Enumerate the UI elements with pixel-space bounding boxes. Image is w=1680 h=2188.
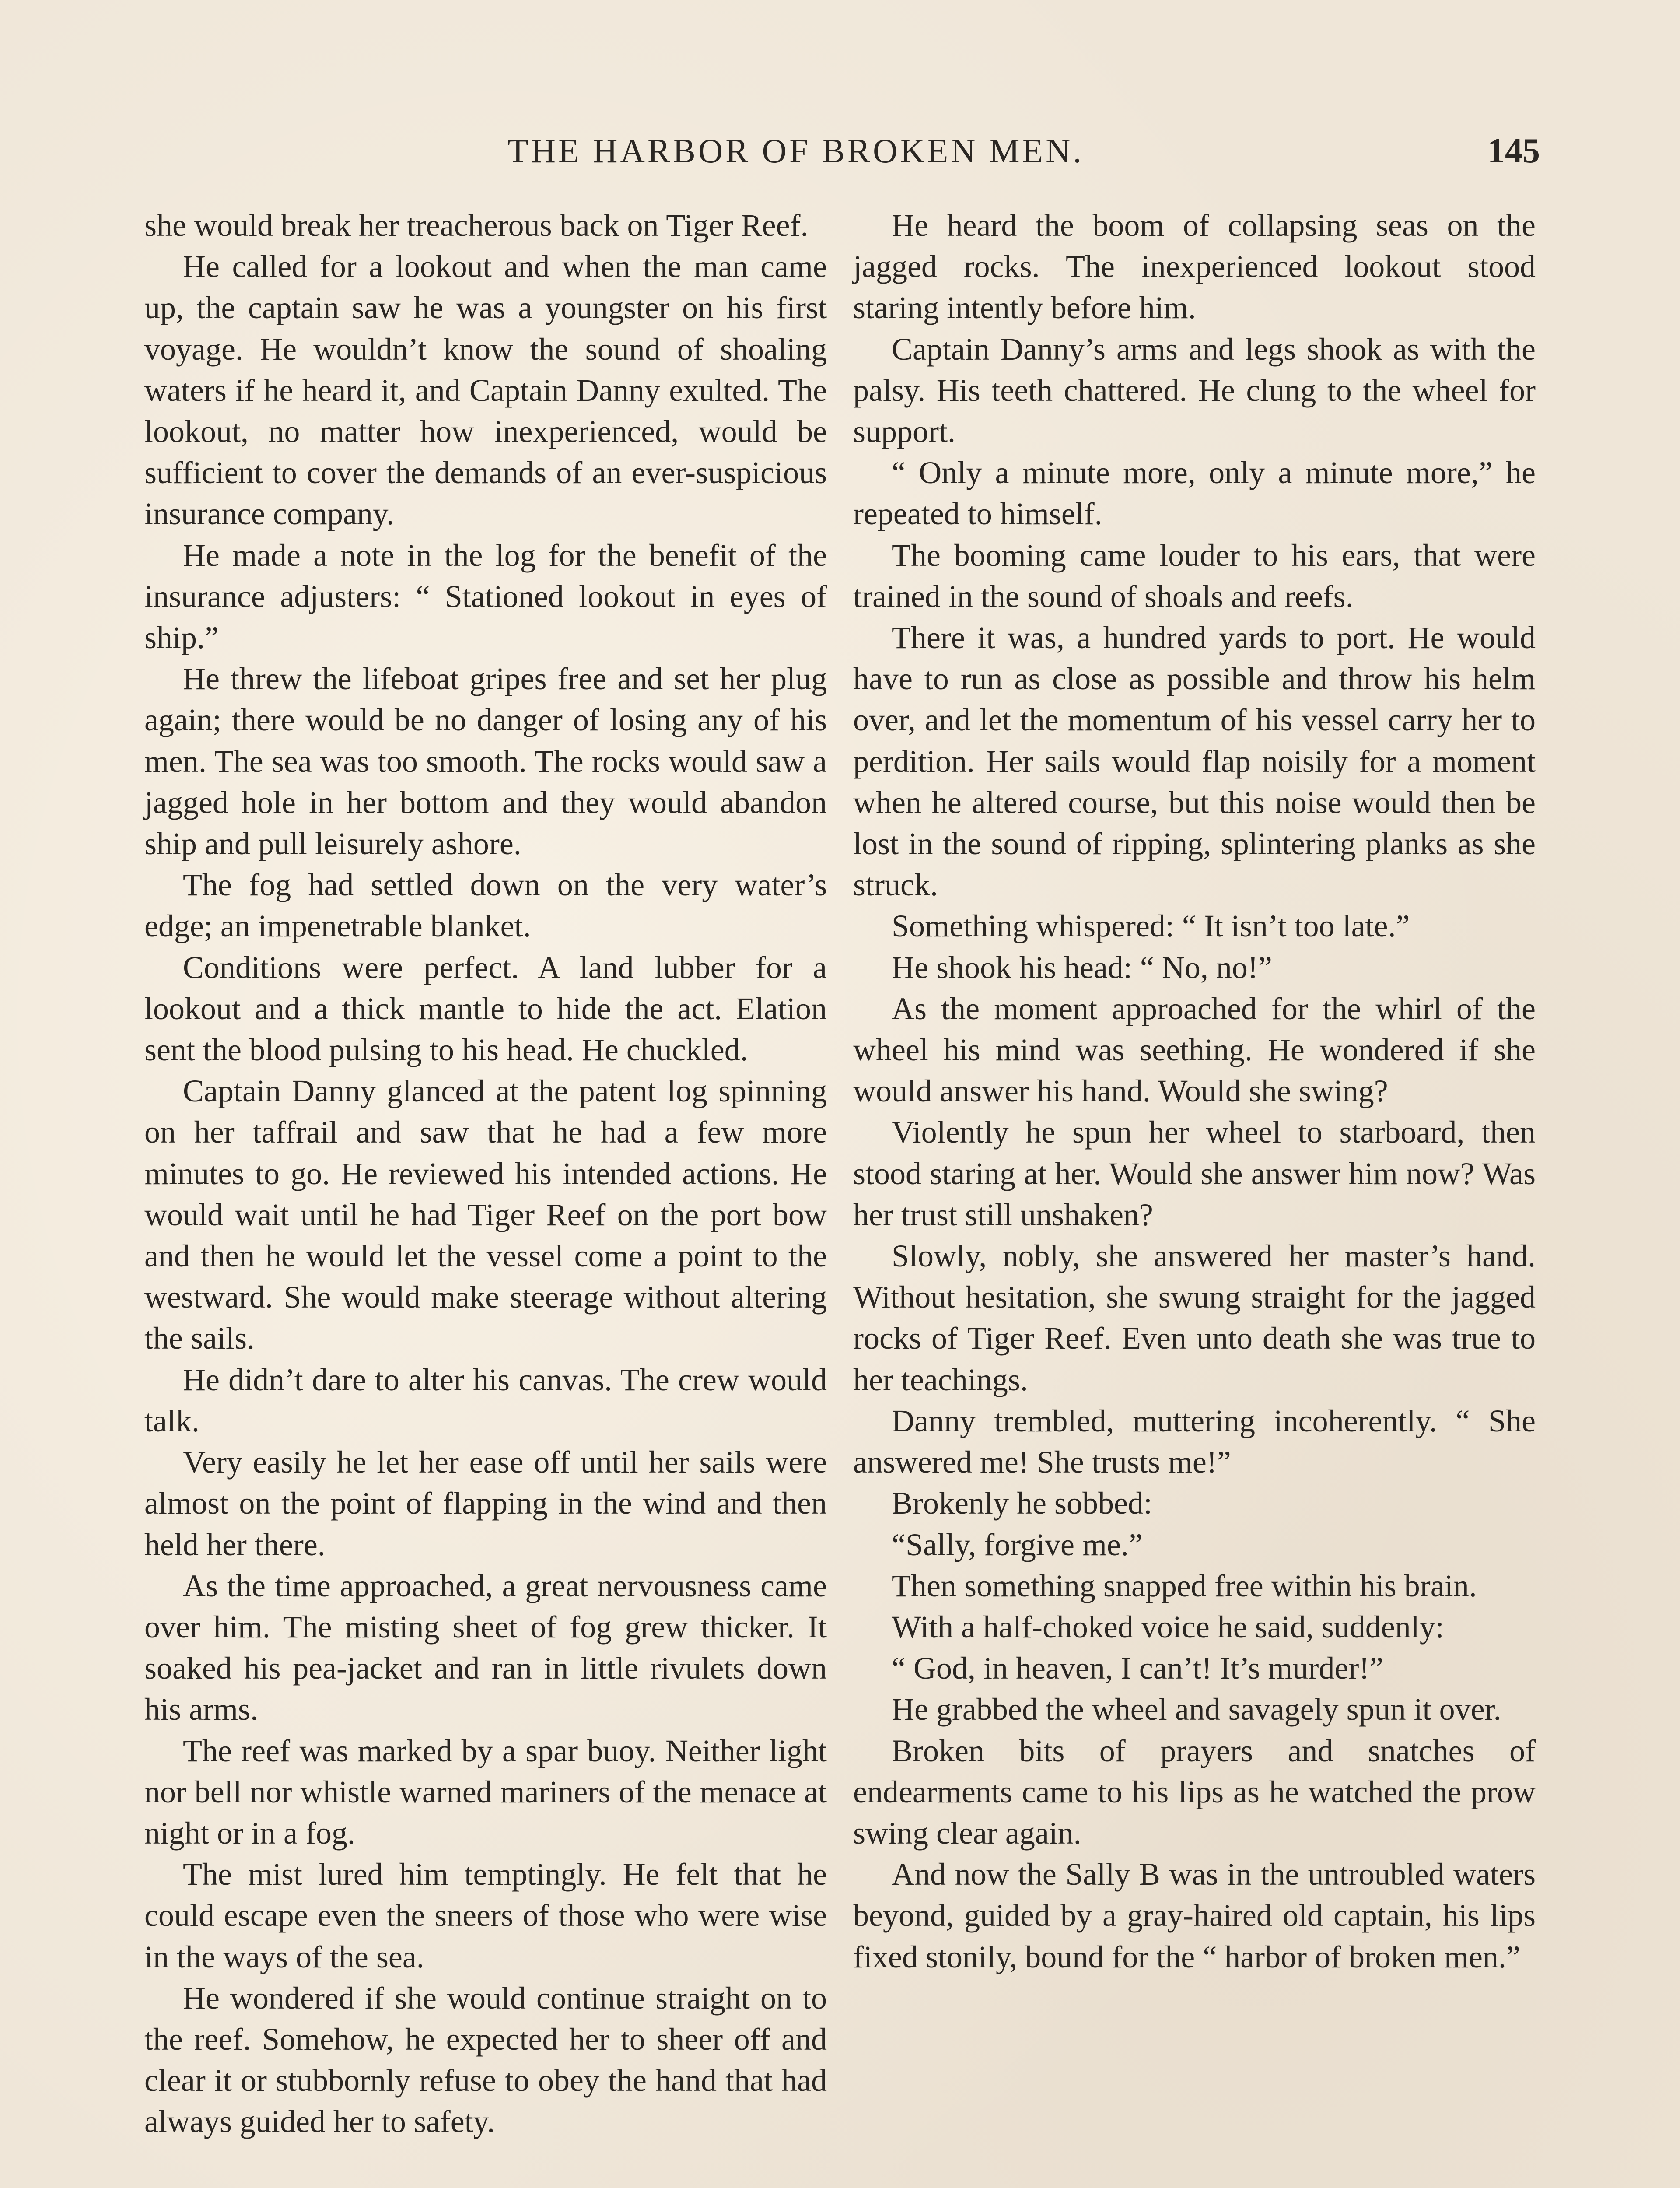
paragraph: The mist lured him temptingly. He felt that he could escape even the sneers of those who were wise in the ways of the sea. [144, 1857, 827, 1974]
paragraph: As the moment approached for the whirl of the wheel his mind was seething. He wondered if she would answer his hand. Would she swing? [853, 991, 1536, 1109]
paragraph: Very easily he let her ease off until her sails were almost on the point of flapping in the wind and then held her there. [144, 1445, 827, 1562]
paragraph: Something whispered: “ It isn’t too late.” [892, 908, 1410, 944]
paragraph: “ God, in heaven, I can’t! It’s murder!” [892, 1651, 1384, 1686]
paragraph: Conditions were perfect. A land lubber for a lookout and a thick mantle to hide the act. Elation sent the blood pulsing to his head. He chuckled. [144, 950, 827, 1068]
paragraph: There it was, a hundred yards to port. He would have to run as close as possible and throw his helm over, and let the momentum of his vessel carry her to perdition. Her sails would flap noisily for a moment when he altered course, but this noise would then be lost in the sound of ripping, splintering planks as she struck. [853, 620, 1536, 903]
paragraph: He heard the boom of collapsing seas on the jagged rocks. The inexperienced lookout stood staring intently before him. [853, 208, 1536, 326]
left-column [144, 205, 827, 2142]
paragraph: The fog had settled down on the very water’s edge; an impenetrable blanket. [144, 867, 827, 944]
paragraph: He grabbed the wheel and savagely spun it over. [892, 1692, 1502, 1727]
paragraph: Slowly, nobly, she answered her master’s hand. Without hesitation, she swung straight for the jagged rocks of Tiger Reef. Even unto death she was true to her teachings. [853, 1238, 1536, 1397]
paragraph: Brokenly he sobbed: [892, 1486, 1152, 1521]
paragraph: With a half-choked voice he said, suddenly: [892, 1609, 1444, 1645]
paragraph: Broken bits of prayers and snatches of endearments came to his lips as he watched the prow swing clear again. [853, 1733, 1536, 1851]
paragraph: Violently he spun her wheel to starboard, then stood staring at her. Would she answer him now? Was her trust still unshaken? [853, 1115, 1536, 1232]
paragraph: Danny trembled, muttering incoherently. “ She answered me! She trusts me!” [853, 1403, 1536, 1480]
paragraph: He didn’t dare to alter his canvas. The crew would talk. [144, 1362, 827, 1438]
paragraph: He threw the lifeboat gripes free and set her plug again; there would be no danger of losing any of his men. The sea was too smooth. The rocks would saw a jagged hole in her bottom and they would abandon ship and pull leisurely ashore. [144, 661, 827, 862]
page-number: 145 [1488, 132, 1540, 170]
paragraph: He made a note in the log for the benefit of the insurance adjusters: “ Stationed lookout in eyes of ship.” [144, 537, 827, 656]
right-column [853, 205, 1536, 1978]
paragraph: He shook his head: “ No, no!” [892, 950, 1272, 985]
paragraph: He called for a lookout and when the man came up, the captain saw he was a youngster on his first voyage. He wouldn’t know the sound of shoaling waters if he heard it, and Captain Danny exulted. The lookout, no matter how inexperienced, would be sufficient to cover the demands of an ever-suspicious insurance company. [144, 249, 827, 532]
paragraph: she would break her treacherous back on Tiger Reef. [144, 208, 808, 243]
paragraph: “ Only a minute more, only a minute more,” he repeated to himself. [853, 455, 1536, 532]
paragraph: Captain Danny’s arms and legs shook as with the palsy. His teeth chattered. He clung to the wheel for support. [853, 331, 1536, 449]
paragraph: The booming came louder to his ears, that were trained in the sound of shoals and reefs. [853, 537, 1536, 614]
running-head: THE HARBOR OF BROKEN MEN. [508, 132, 1084, 170]
paragraph: “Sally, forgive me.” [892, 1527, 1143, 1562]
paragraph: As the time approached, a great nervousness came over him. The misting sheet of fog grew thicker. It soaked his pea-jacket and ran in little rivulets down his arms. [144, 1568, 827, 1727]
paragraph: And now the Sally B was in the untroubled waters beyond, guided by a gray-haired old captain, his lips fixed stonily, bound for the “ harbor of broken men.” [853, 1857, 1536, 1974]
paragraph: He wondered if she would continue straight on to the reef. Somehow, he expected her to sheer off and clear it or stubbornly refuse to obey the hand that had always guided her to safety. [144, 1980, 827, 2139]
paragraph: Captain Danny glanced at the patent log spinning on her taffrail and saw that he had a few more minutes to go. He reviewed his intended actions. He would wait until he had Tiger Reef on the port bow and then he would let the vessel come a point to the westward. She would make steerage without altering the sails. [144, 1073, 827, 1356]
paragraph: Then something snapped free within his brain. [892, 1568, 1477, 1603]
paragraph: The reef was marked by a spar buoy. Neither light nor bell nor whistle warned mariners of the menace at night or in a fog. [144, 1733, 827, 1851]
